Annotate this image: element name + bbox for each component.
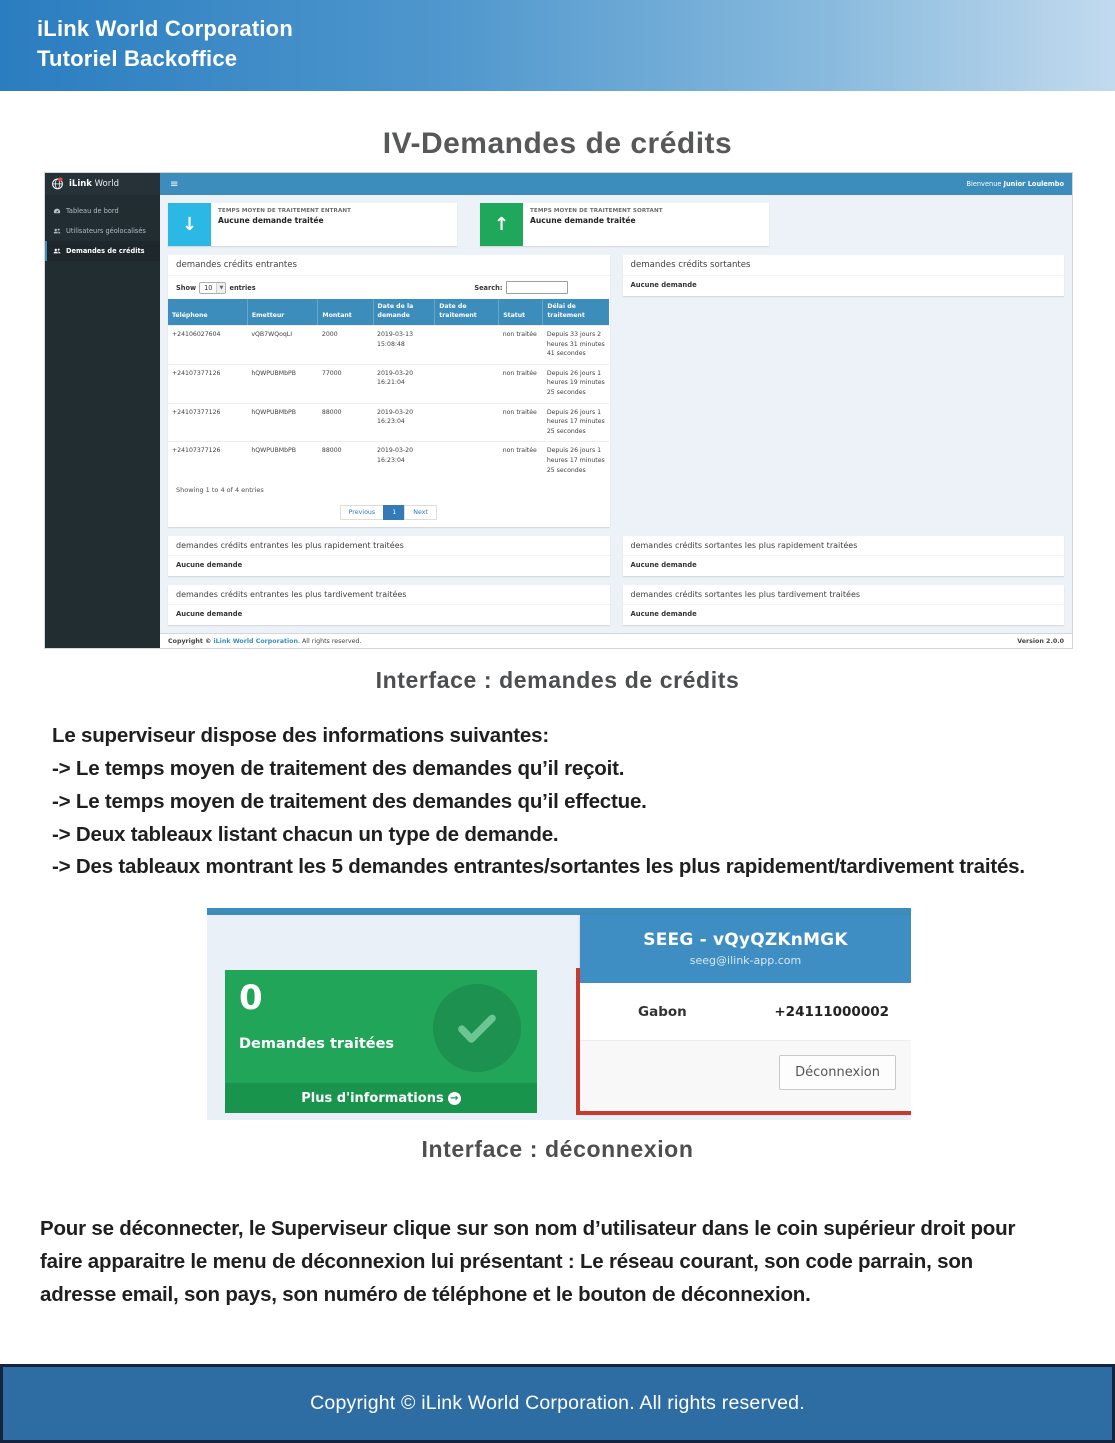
table-row: +24107377126 hQWPUBMbPB 88000 2019-03-20 16:23:04 non traitée Depuis 26 jours 1 heures 17 minutes 25 secondes <box>168 442 609 480</box>
users-icon <box>53 247 61 255</box>
showing-entries-text: Showing 1 to 4 of 4 entries <box>176 486 264 495</box>
card-value: Aucune demande traitée <box>218 216 324 225</box>
more-info-link[interactable]: Plus d'informations → <box>225 1083 537 1113</box>
sidebar <box>45 173 160 648</box>
table-controls <box>168 276 610 299</box>
bullet-line: -> Des tableaux montrant les 5 demandes entrantes/sortantes les plus rapidement/tardivement traités. <box>52 855 1025 879</box>
closing-paragraph: Pour se déconnecter, le Superviseur clique sur son nom d’utilisateur dans le coin supérieur droit pour faire apparaitre le menu de déconnexion lui présentant : Le réseau courant, son code parrain, son adresse email, son pays, son numéro de téléphone et le bouton de déconnexion. <box>40 1217 1016 1306</box>
table-row: +24107377126 hQWPUBMbPB 77000 2019-03-20 16:21:04 non traitée Depuis 26 jours 1 heures 19 minutes 25 secondes <box>168 364 609 403</box>
user-country: Gabon <box>638 1003 687 1020</box>
empty-state-text: Aucune demande <box>630 281 697 289</box>
arrow-up-icon: ↑ <box>480 203 523 246</box>
left-column <box>168 255 610 625</box>
dropdown-footer <box>580 1041 911 1113</box>
empty-state-text: Aucune demande <box>176 610 243 619</box>
info-cards-row <box>168 203 1064 246</box>
col-header[interactable]: Date de traitement <box>435 299 499 325</box>
card-value: Aucune demande traitée <box>530 216 636 225</box>
right-column <box>623 255 1065 625</box>
panel-demandes-entrantes <box>168 255 610 527</box>
col-header[interactable]: Statut <box>499 299 543 325</box>
intro-line: Le superviseur dispose des informations suivantes: <box>52 724 549 748</box>
sidebar-item-tableau-de-bord[interactable] <box>45 201 160 221</box>
col-header[interactable]: Téléphone <box>168 299 247 325</box>
col-header[interactable]: Délai de traitement <box>543 299 609 325</box>
red-annotation-horizontal-line <box>576 1111 911 1115</box>
backoffice-screenshot <box>44 172 1073 649</box>
bullet-line: -> Le temps moyen de traitement des demandes qu’il effectue. <box>52 789 647 813</box>
stat-value: 0 <box>239 978 263 1019</box>
sidebar-item-label: Demandes de crédits <box>66 247 145 255</box>
demandes-traitees-card <box>225 970 537 1113</box>
brand-text: iLink World <box>69 179 120 189</box>
dashboard-icon <box>53 207 61 215</box>
empty-state-text: Aucune demande <box>630 561 697 570</box>
page-size-select[interactable]: 10 ▼ <box>199 282 226 294</box>
empty-state-text: Aucune demande <box>630 610 697 619</box>
panel-sortantes-rapidement <box>623 536 1065 576</box>
arrow-circle-right-icon: → <box>448 1092 461 1105</box>
globe-pin-icon <box>51 175 64 194</box>
caption-interface-credits: Interface : demandes de crédits <box>375 667 740 694</box>
user-menu[interactable]: Bienvenue Junior Loulembo <box>966 180 1064 188</box>
chevron-down-icon: ▼ <box>216 282 225 294</box>
check-circle-icon <box>433 984 521 1072</box>
body-text <box>52 720 1037 884</box>
user-dropdown <box>580 915 911 1113</box>
col-header[interactable]: Emetteur <box>247 299 318 325</box>
document-header <box>0 0 1115 91</box>
previous-page-button[interactable]: Previous <box>340 505 385 520</box>
next-page-button[interactable]: Next <box>404 505 437 520</box>
entries-label: entries <box>229 283 256 292</box>
hamburger-menu-icon[interactable]: ≡ <box>170 178 179 190</box>
col-header[interactable]: Montant <box>318 299 373 325</box>
search-input[interactable] <box>506 281 568 294</box>
page-1-button[interactable]: 1 <box>383 505 405 520</box>
sidebar-item-label: Tableau de bord <box>66 207 119 215</box>
page-title: IV-Demandes de crédits <box>382 127 733 160</box>
navbar-strip <box>207 908 911 915</box>
pagination <box>168 494 610 527</box>
sidebar-item-utilisateurs-geolocalises[interactable] <box>45 221 160 241</box>
sidebar-menu <box>45 195 160 261</box>
card-traitement-sortant <box>480 203 769 246</box>
arrow-down-icon: ↓ <box>168 203 211 246</box>
corporation-link[interactable]: iLink World Corporation <box>213 637 298 645</box>
dashboard-content <box>160 195 1072 633</box>
show-label: Show <box>176 283 197 292</box>
panel-title: demandes crédits entrantes <box>168 255 610 276</box>
network-and-code: SEEG - vQyQZKnMGK <box>643 930 848 951</box>
panel-sortantes-tardivement <box>623 585 1065 625</box>
logout-screenshot <box>207 908 911 1120</box>
header-line1: iLink World Corporation <box>37 16 293 41</box>
deconnexion-button[interactable]: Déconnexion <box>779 1055 896 1090</box>
panel-title: demandes crédits entrantes les plus rapidement traitées <box>168 536 610 556</box>
brand-logo[interactable] <box>45 173 160 195</box>
panel-demandes-sortantes <box>623 255 1065 296</box>
panel-entrantes-rapidement <box>168 536 610 576</box>
red-annotation-vertical-line <box>576 968 580 1115</box>
table-row: +24107377126 hQWPUBMbPB 88000 2019-03-20 16:23:04 non traitée Depuis 26 jours 1 heures 17 minutes 25 secondes <box>168 403 609 442</box>
bullet-line: -> Le temps moyen de traitement des demandes qu’il reçoit. <box>52 757 625 781</box>
col-header[interactable]: Date de la demande <box>373 299 435 325</box>
panel-title: demandes crédits sortantes les plus rapidement traitées <box>623 536 1065 556</box>
table-row: +24106027604 vQB7WQoqLI 2000 2019-03-13 15:08:48 non traitée Depuis 33 jours 2 heures 31 minutes 41 secondes <box>168 325 609 364</box>
caption-interface-deconnexion: Interface : déconnexion <box>421 1136 694 1163</box>
card-title: TEMPS MOYEN DE TRAITEMENT ENTRANT <box>218 208 352 214</box>
header-line2: Tutoriel Backoffice <box>37 46 238 72</box>
panel-entrantes-tardivement <box>168 585 610 625</box>
user-email: seeg@ilink-app.com <box>689 954 802 968</box>
app-footer: Copyright © iLink World Corporation. All rights reserved. Version 2.0.0 <box>160 633 1072 648</box>
users-icon <box>53 227 61 235</box>
demandes-entrantes-table <box>168 299 610 480</box>
empty-state-text: Aucune demande <box>176 561 243 570</box>
panel-title: demandes crédits sortantes les plus tardivement traitées <box>623 585 1065 605</box>
card-title: TEMPS MOYEN DE TRAITEMENT SORTANT <box>530 208 663 214</box>
main-area <box>160 173 1072 648</box>
dropdown-header <box>580 915 911 983</box>
user-phone: +24111000002 <box>774 1003 889 1020</box>
top-navbar <box>160 173 1072 195</box>
panel-title: demandes crédits entrantes les plus tardivement traitées <box>168 585 610 605</box>
footer-copyright-text: Copyright © iLink World Corporation. All rights reserved. <box>310 1392 805 1414</box>
search-label: Search: <box>474 283 503 292</box>
document-footer <box>0 1364 1115 1443</box>
panel-title: demandes crédits sortantes <box>623 255 1065 276</box>
dropdown-body <box>580 983 911 1041</box>
sidebar-item-label: Utilisateurs géolocalisés <box>66 227 146 235</box>
bullet-line: -> Deux tableaux listant chacun un type de demande. <box>52 822 559 846</box>
card-traitement-entrant <box>168 203 457 246</box>
version-text: Version 2.0.0 <box>1017 637 1064 645</box>
stat-label: Demandes traitées <box>239 1036 395 1053</box>
sidebar-item-demandes-de-credits[interactable] <box>45 241 160 261</box>
